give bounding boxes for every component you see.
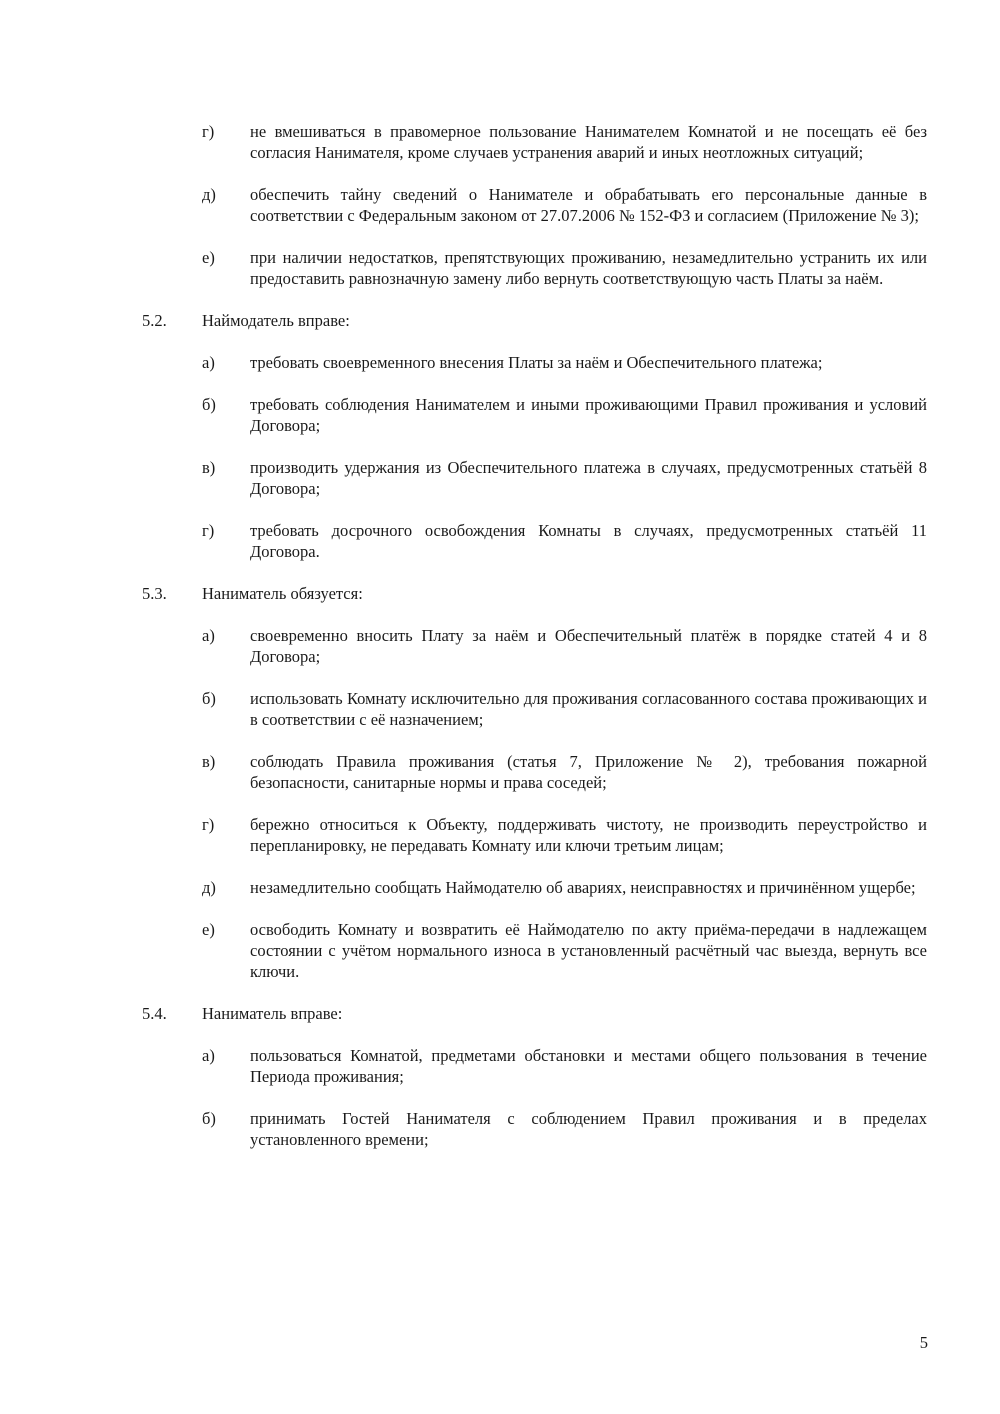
list-item-text: требовать соблюдения Нанимателем и иными проживающими Правил проживания и условий Договора;	[250, 395, 927, 435]
list-item	[142, 877, 927, 898]
list-marker: г)	[202, 815, 215, 834]
list-item	[142, 751, 927, 793]
list-item-text: своевременно вносить Плату за наём и Обеспечительный платёж в порядке статей 4 и 8 Договора;	[250, 626, 927, 666]
list-item	[142, 394, 927, 436]
list-marker: е)	[202, 920, 215, 939]
list-item	[142, 352, 927, 373]
section-heading	[142, 310, 927, 331]
list-item	[142, 1045, 927, 1087]
list-item	[142, 457, 927, 499]
list-marker: а)	[202, 1046, 215, 1065]
list-item-text: обеспечить тайну сведений о Нанимателе и обрабатывать его персональные данные в соответствии с Федеральным законом от 27.07.2006 № 152-ФЗ и согласием (Приложение № 3);	[250, 185, 927, 225]
list-item	[142, 520, 927, 562]
list-marker: б)	[202, 689, 216, 708]
list-item	[142, 688, 927, 730]
list-marker: д)	[202, 185, 216, 204]
list-marker: б)	[202, 1109, 216, 1128]
list-marker: г)	[202, 122, 215, 141]
list-item	[142, 625, 927, 667]
list-item-text: соблюдать Правила проживания (статья 7, Приложение № 2), требования пожарной безопасности, санитарные нормы и права соседей;	[250, 752, 927, 792]
section-number: 5.4.	[142, 1004, 167, 1023]
list-item-text: не вмешиваться в правомерное пользование Нанимателем Комнатой и не посещать её без согласия Нанимателя, кроме случаев устранения аварий и иных неотложных ситуаций;	[250, 122, 927, 162]
list-item	[142, 814, 927, 856]
list-item	[142, 1108, 927, 1150]
section-number: 5.3.	[142, 584, 167, 603]
list-item-text: пользоваться Комнатой, предметами обстановки и местами общего пользования в течение Периода проживания;	[250, 1046, 927, 1086]
list-marker: а)	[202, 353, 215, 372]
list-marker: д)	[202, 878, 216, 897]
section-heading	[142, 1003, 927, 1024]
section-title: Наймодатель вправе:	[202, 311, 350, 330]
list-marker: в)	[202, 752, 216, 771]
list-item-text: принимать Гостей Нанимателя с соблюдением Правил проживания и в пределах установленного времени;	[250, 1109, 927, 1149]
list-item-text: требовать своевременного внесения Платы за наём и Обеспечительного платежа;	[250, 353, 823, 372]
page-number: 5	[919, 1333, 928, 1352]
list-item	[142, 247, 927, 289]
list-marker: в)	[202, 458, 216, 477]
section-heading	[142, 583, 927, 604]
section-title: Наниматель вправе:	[202, 1004, 343, 1023]
list-marker: б)	[202, 395, 216, 414]
list-item	[142, 121, 927, 163]
list-item-text: освободить Комнату и возвратить её Наймодателю по акту приёма-передачи в надлежащем состоянии с учётом нормального износа в установленный расчётный час выезда, вернуть все ключи.	[250, 920, 927, 981]
list-item-text: при наличии недостатков, препятствующих проживанию, незамедлительно устранить их или предоставить равнозначную замену либо вернуть соответствующую часть Платы за наём.	[250, 248, 927, 288]
list-marker: г)	[202, 521, 215, 540]
list-marker: а)	[202, 626, 215, 645]
list-item	[142, 184, 927, 226]
list-item-text: использовать Комнату исключительно для проживания согласованного состава проживающих и в соответствии с её назначением;	[250, 689, 927, 729]
list-marker: е)	[202, 248, 215, 267]
document-body	[142, 121, 927, 1171]
section-number: 5.2.	[142, 311, 167, 330]
list-item-text: производить удержания из Обеспечительного платежа в случаях, предусмотренных статьёй 8 Договора;	[250, 458, 927, 498]
section-title: Наниматель обязуется:	[202, 584, 363, 603]
list-item	[142, 919, 927, 982]
list-item-text: незамедлительно сообщать Наймодателю об авариях, неисправностях и причинённом ущербе;	[250, 878, 916, 897]
list-item-text: бережно относиться к Объекту, поддерживать чистоту, не производить переустройство и перепланировку, не передавать Комнату или ключи третьим лицам;	[250, 815, 927, 855]
list-item-text: требовать досрочного освобождения Комнаты в случаях, предусмотренных статьёй 11 Договора.	[250, 521, 927, 561]
